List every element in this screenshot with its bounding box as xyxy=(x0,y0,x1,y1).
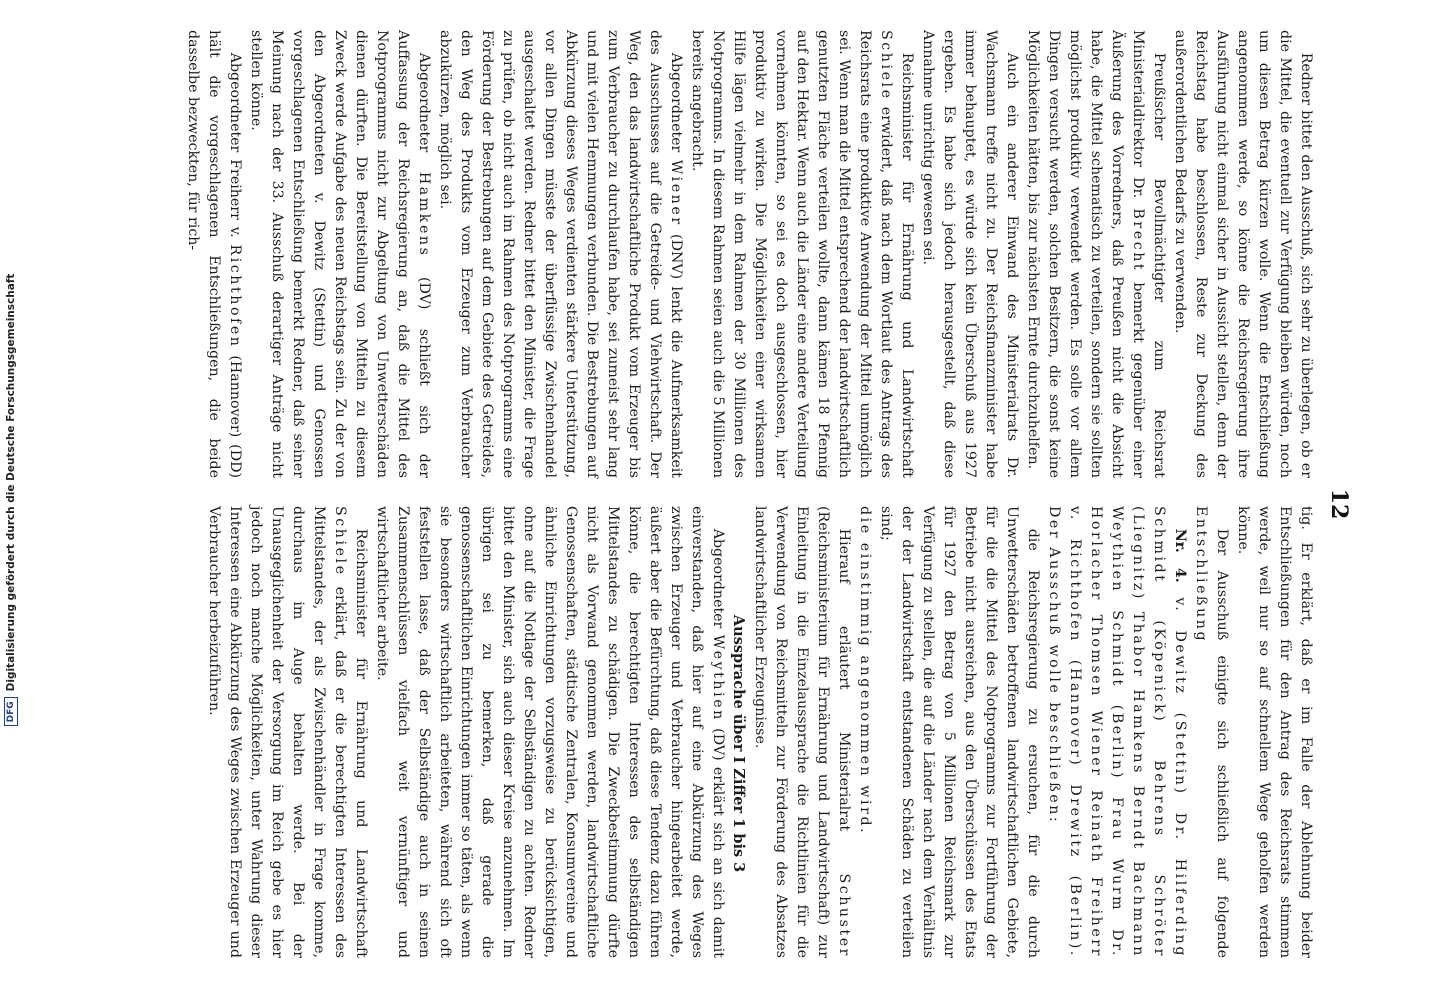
page-number: 12 xyxy=(1326,488,1352,520)
speaker-name: Richthofen xyxy=(227,244,243,349)
footer-text: Digitalisierung gefördert durch die Deutsche Forschungsgemeinschaft xyxy=(5,273,17,692)
speaker-name: Wiener xyxy=(668,159,684,227)
paragraph-text: Abgeordneter Freiherr v. xyxy=(227,52,243,238)
paragraph xyxy=(245,30,434,478)
paragraph xyxy=(749,506,854,958)
paragraph xyxy=(203,506,371,958)
paragraph-text: (Hannover) (DD) hält die vorgeschlagenen Entschließungen, die beide dasselbe bezweckten, für rich- xyxy=(185,30,243,478)
paragraph xyxy=(371,506,728,958)
paragraph-text: Der Ausschuß einigte sich schließlich auf folgende xyxy=(1214,528,1230,958)
paragraph-text: (DNV) lenkt die Aufmerksamkeit des Ausschusses auf die Getreide- und Viehwirtschaft. Der Weg, den das landwirtschaftliche Produkt vom Erzeuger bis zum Verbraucher zu durchlaufen habe, sei zumeist sehr lang und mit vielen Hemmungen verbunden. Die Bestrebungen auf Abkürzung dieses Weges verdienten stärkere Unterstützung, vor allen Dingen müsste der überflüssige Zwischenhandel ausgeschaltet werden. Redner bittet den Minister, die Frage zu prüfen, ob nicht auch im Rahmen des Notprogramms eine Förderung der Bestrebungen auf dem Gebiete des Getreides, den Weg des Produkts vom Erzeuger zum Verbraucher abzukürzen, möglich sei. xyxy=(437,30,684,478)
resolution-body: die Reichsregierung zu ersuchen, für die durch Unwetterschäden betroffenen landwirtschaftlichen Gebiete, für die die Mittel des Notprogramms zur Fortführung der Betriebe nicht ausreichen, aus den Überschüssen des Etats für 1927 den Betrag von 5 Millionen Reichsmark zur Verfügung zu stellen, die auf die Länder nach dem Verhältnis der der Landwirtschaft entstandenen Schäden zu verteilen sind; xyxy=(878,506,1041,958)
resolution-entry xyxy=(1043,506,1190,958)
right-column xyxy=(16,506,1316,958)
paragraph: tig. Er erklärt, daß er im Falle der Ablehnung beider Entschließungen für den Antrag des Reichsrats stimmen werde, weil nur so auf schnellem Wege geholfen werden könne. xyxy=(1235,506,1314,958)
footer-strip xyxy=(0,0,22,1000)
paragraph-text: (DV) erklärt sich an sich damit einverstanden, daß hier auf eine Abkürzung des Weges zwischen Erzeuger und Verbraucher hingearbeitet werde, äußert aber die Befürchtung, daß diese Tendenz dazu führen könne, die berechtigten Interessen des selbständigen Mittelstandes zu schädigen. Die Zweckbestimmung dürfte nicht als Vorwand genommen werden, landwirtschaftliche Genossenschaften, städtische Zentralen, Konsumvereine und ähnliche Einrichtungen vorzugsweise zu berücksichtigen, ohne auf die Notlage der Selbständigen zu achten. Redner bittet den Minister, sich auch dieser Kreise anzunehmen. Im übrigen sei zu bemerken, daß gerade die genossenschaftlichen Einrichtungen immer so täten, als wenn sie besonders wirtschaftlich arbeiteten, während sich oft feststellen lasse, daß der Selbständige auch in seinen Zusammenschlüssen vielfach weit vernünftiger und wirtschaftlicher arbeite. xyxy=(374,506,726,958)
paragraph-text: Abgeordneter xyxy=(668,52,684,153)
dfg-logo: DFG xyxy=(4,697,18,726)
paragraph-text: Preußischer Bevollmächtigter zum Reichsrat Ministerialdirektor Dr. xyxy=(1130,30,1167,478)
paragraph-text: Abgeordneter xyxy=(416,52,432,153)
paragraph-text: erwidert, daß nach dem Wortlaut des Antrags des Reichsrats eine produktive Anwendung der Mittel unmöglich sei. Wenn man die Mittel entsprechend der landwirtschaftlich genutzten Fläche verteilen wollte, dann kämen 18 Pfennig auf den Hektar. Wenn auch die Länder eine andere Verteilung vornehmen könnten, so sei es doch ausgeschlossen, hier produktiv zu wirken. Die Möglichkeiten einer wirksamen Hilfe lägen vielmehr in dem Rahmen der 30 Millionen des Notprogramms. In diesem Rahmen seien auch die 5 Millionen bereits angebracht. xyxy=(689,30,894,478)
paragraph xyxy=(1190,506,1232,958)
paragraph xyxy=(686,30,917,478)
left-column xyxy=(16,30,1316,478)
paragraph xyxy=(1022,30,1169,478)
speaker-name: Schiele xyxy=(878,30,894,101)
speaker-name: Schuster xyxy=(836,873,852,958)
speaker-name: Schiele xyxy=(332,506,348,577)
speaker-name: Hamkens xyxy=(416,171,432,258)
paragraph-text: Abgeordneter xyxy=(710,528,726,629)
resolution-label: Entschließung xyxy=(1193,506,1209,644)
paragraph-text: (DV) schließt sich der Auffassung der Reichsregierung an, daß die Mittel des Notprogramms nicht zur Abgeltung von Unwetterschäden dienen dürften. Die Bereitstellung von Mitteln zu diesem Zweck werde Aufgabe des neuen Reichstags sein. Zu der von den Abgeordneten v. Dewitz (Stettin) und Genossen vorgeschlagenen Entschließung bemerkt Redner, daß seiner Meinung nach der 33. Ausschuß derartiger Anträge nicht stellen könne. xyxy=(248,30,432,479)
footer xyxy=(0,0,22,1000)
paragraph: Auch ein anderer Einwand des Ministerialrats Dr. Wachsmann treffe nicht zu. Der Reichsfinanzminister habe immer behauptet, es würde sich kein Überschuß aus 1927 ergeben. Es habe sich jedoch herausgestellt, daß diese Annahme unrichtig gewesen sei. xyxy=(920,30,1020,478)
paragraph-text: Hierauf erläutert Ministerialrat xyxy=(836,528,852,832)
speaker-name: Weythien xyxy=(710,634,726,722)
signers: v. Dewitz (Stettin) Dr. Hilferding Schmidt (Köpenick) Behrens Schröter (Liegnitz) Thabor Hamkens Berndt Bachmann Weythien Schmidt (Berlin) Frau Wurm Dr. Horlacher Thomsen Wiener Reinath Freiherr v. Richthofen (Hannover) Drewitz (Berlin). Der Ausschuß wolle beschließen: xyxy=(1046,506,1188,958)
section-heading: Aussprache über I Ziffer 1 bis 3 xyxy=(730,614,747,873)
speaker-name: Brecht xyxy=(1130,208,1146,273)
paragraph-text: Reichsminister für Ernährung und Landwirtschaft xyxy=(899,52,915,478)
paragraph-text: bemerkt gegenüber einer Äußerung des Vorredners, daß Preußen nicht die Absicht habe, die Mittel schematisch zu verteilen, sondern sie sollten möglichst produktiv verwendet werden. Es solle vor allem Dingen versucht werden, solchen Besitzern, die sonst keine Möglichkeiten hätten, bis zur nächsten Ernte durchzuhelfen. xyxy=(1025,30,1146,478)
resolution-number: Nr. 4. xyxy=(1172,528,1188,583)
paragraph-text: (Reichsministerium für Ernährung und Landwirtschaft) zur Einleitung in die Einzelaussprache die Richtlinien für die Verwendung von Reichsmitteln zur Förderung des Absatzes landwirtschaftlicher Erzeugnisse. xyxy=(752,506,831,958)
paragraph: Redner bittet den Ausschuß, sich sehr zu überlegen, ob er die Mittel, die eventuell zur Verfügung bleiben würden, noch um diesen Betrag kürzen wolle. Wenn die Entschließung angenommen werde, so könne die Reichsregierung ihre Ausführung nicht einmal sicher in Aussicht stellen, denn der Reichstag habe beschlossen, Reste zur Deckung des außerordentlichen Bedarfs zu verwenden. xyxy=(1172,30,1314,478)
paragraph-text: erklärt, daß er die berechtigten Interessen des Mittelstandes, der als Zwischenhändler in Frage komme, durchaus im Auge behalten werde. Bei der Unausgeglichenheit der Versorgung im Reich gebe es hier jedoch noch manche Möglichkeiten, unter Wahrung dieser Interessen eine Abkürzung des Weges zwischen Erzeuger und Verbraucher herbeizuführen. xyxy=(206,506,348,958)
paragraph xyxy=(182,30,245,478)
paragraph xyxy=(434,30,686,478)
paragraph-text: Reichsminister für Ernährung und Landwirtschaft xyxy=(353,528,369,958)
adoption-text: die einstimmig angenommen wird. xyxy=(857,506,873,836)
adoption-note xyxy=(854,506,875,958)
